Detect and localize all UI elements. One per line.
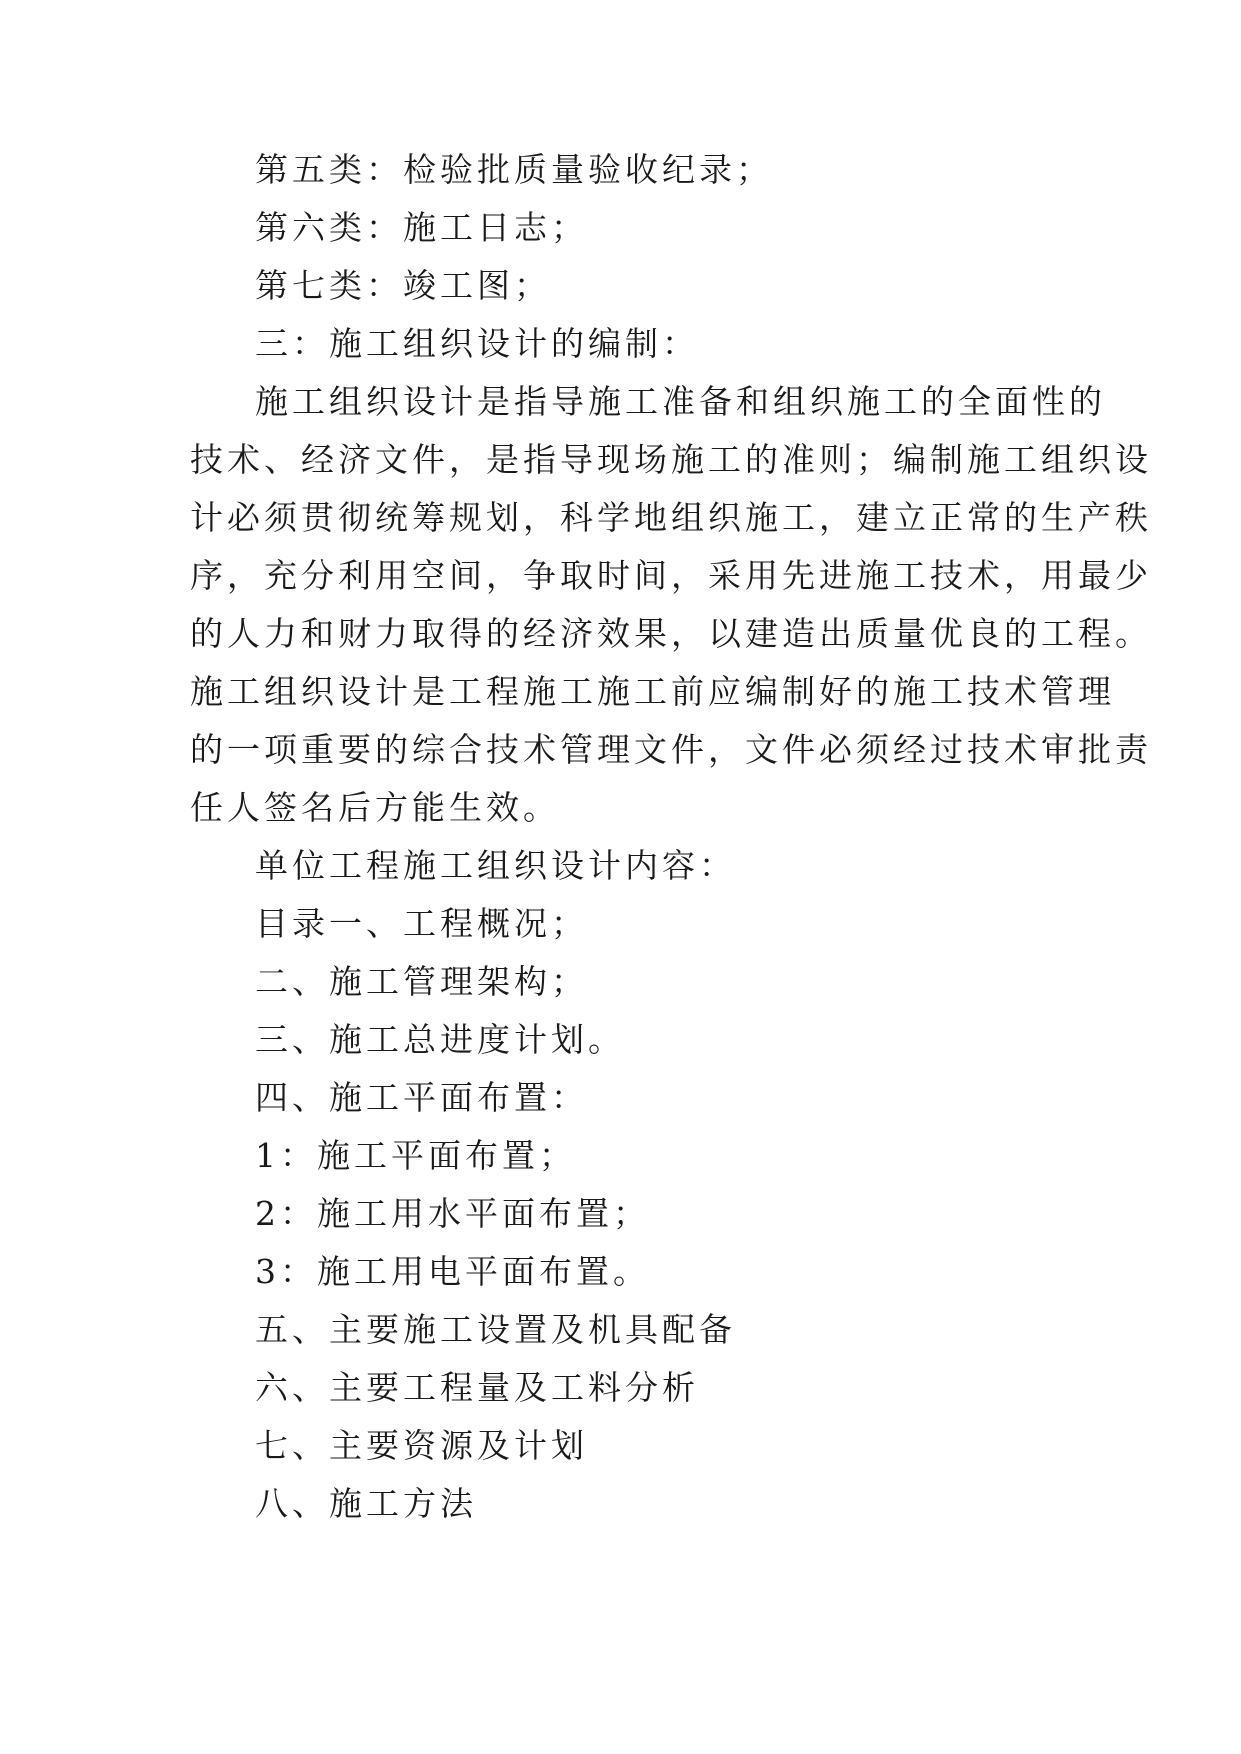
section-heading: 三：施工组织设计的编制： [255, 324, 699, 363]
list-item: 八、施工方法 [255, 1484, 477, 1523]
list-item: 五、主要施工设置及机具配备 [255, 1310, 736, 1349]
list-item: 七、主要资源及计划 [255, 1426, 588, 1465]
list-item: 2：施工用水平面布置； [255, 1194, 650, 1233]
paragraph-line: 的一项重要的综合技术管理文件，文件必须经过技术审批责 [190, 730, 1152, 769]
list-item: 1：施工平面布置； [255, 1136, 576, 1175]
paragraph-line: 序，充分利用空间，争取时间，采用先进施工技术，用最少 [190, 556, 1152, 595]
list-item: 3：施工用电平面布置。 [255, 1252, 650, 1291]
text-line: 第五类：检验批质量验收纪录； [255, 150, 773, 189]
list-item: 四、施工平面布置： [255, 1078, 588, 1117]
paragraph-line: 施工组织设计是工程施工施工前应编制好的施工技术管理 [190, 672, 1115, 711]
list-item: 六、主要工程量及工料分析 [255, 1368, 699, 1407]
list-item: 三、施工总进度计划。 [255, 1020, 625, 1059]
paragraph-line: 技术、经济文件，是指导现场施工的准则；编制施工组织设 [190, 440, 1152, 479]
paragraph-line: 的人力和财力取得的经济效果，以建造出质量优良的工程。 [190, 614, 1152, 653]
paragraph-line: 计必须贯彻统筹规划，科学地组织施工，建立正常的生产秩 [190, 498, 1152, 537]
section-heading: 单位工程施工组织设计内容： [255, 846, 736, 885]
list-item: 二、施工管理架构； [255, 962, 588, 1001]
list-item: 目录一、工程概况； [255, 904, 588, 943]
paragraph-line: 施工组织设计是指导施工准备和组织施工的全面性的 [255, 382, 1106, 421]
text-line: 第六类：施工日志； [255, 208, 588, 247]
text-line: 第七类：竣工图； [255, 266, 551, 305]
paragraph-line: 任人签名后方能生效。 [190, 788, 560, 827]
